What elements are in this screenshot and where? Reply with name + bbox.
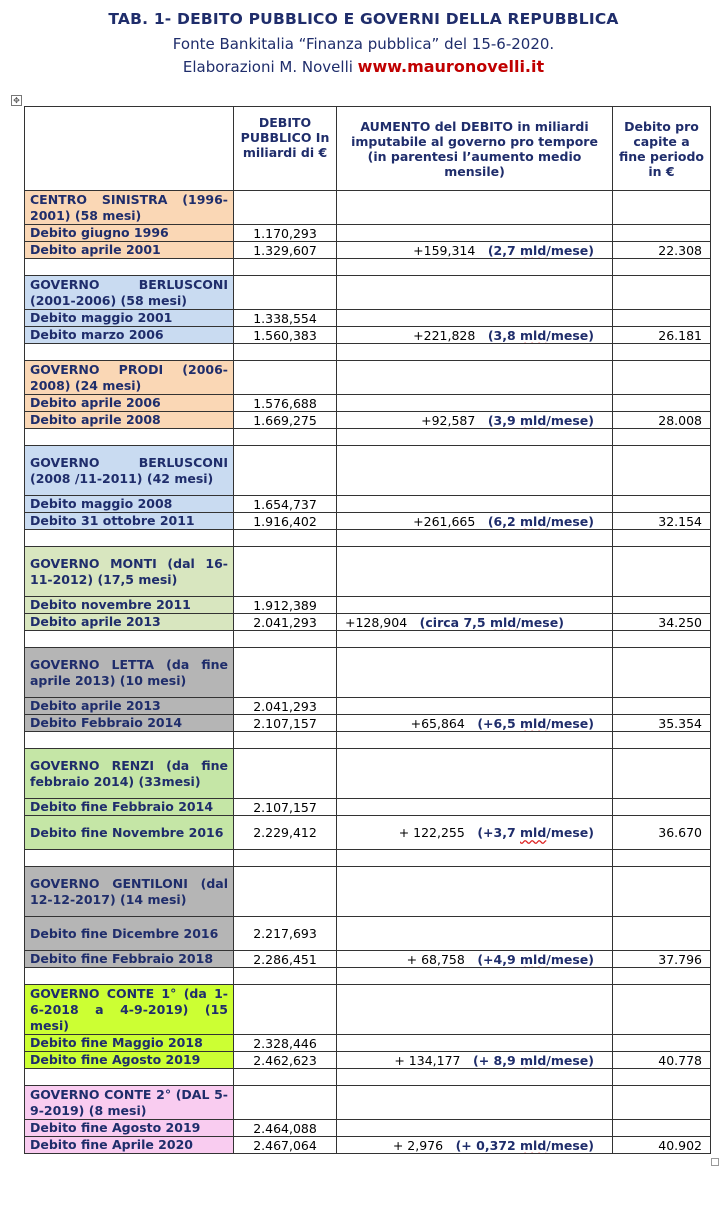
end-debt-value: 1.329,607 bbox=[234, 242, 337, 259]
spacer-row bbox=[25, 968, 711, 985]
spellcheck-mark: mld bbox=[520, 951, 547, 967]
empty-cell bbox=[337, 446, 613, 496]
spellcheck-mark: mld bbox=[520, 327, 547, 343]
monthly-rate: (+4,9 mld/mese) bbox=[477, 951, 594, 967]
header-row bbox=[25, 107, 711, 191]
start-debt-label: Debito giugno 1996 bbox=[25, 225, 234, 242]
empty-cell bbox=[337, 496, 613, 513]
spellcheck-mark: mld bbox=[520, 1052, 547, 1068]
spacer-cell bbox=[234, 968, 337, 985]
empty-cell bbox=[234, 867, 337, 917]
empty-cell bbox=[613, 1120, 711, 1137]
end-debt-label: Debito aprile 2001 bbox=[25, 242, 234, 259]
empty-cell bbox=[234, 648, 337, 698]
per-capita-value: 36.670 bbox=[613, 816, 711, 850]
debt-increase-cell bbox=[337, 1052, 613, 1069]
end-debt-row bbox=[25, 412, 711, 429]
empty-cell bbox=[613, 799, 711, 816]
spacer-cell bbox=[234, 429, 337, 446]
start-debt-label: Debito aprile 2013 bbox=[25, 698, 234, 715]
spacer-row bbox=[25, 429, 711, 446]
empty-cell bbox=[613, 276, 711, 310]
empty-cell bbox=[613, 446, 711, 496]
table-body bbox=[25, 191, 711, 1154]
empty-cell bbox=[337, 597, 613, 614]
spacer-row bbox=[25, 631, 711, 648]
spacer-cell bbox=[613, 732, 711, 749]
government-name: GOVERNO MONTI (dal 16-11-2012) (17,5 mesi) bbox=[25, 547, 234, 597]
spacer-cell bbox=[25, 1069, 234, 1086]
spellcheck-mark: mld bbox=[520, 715, 547, 731]
end-debt-value: 1.916,402 bbox=[234, 513, 337, 530]
spacer-cell bbox=[337, 344, 613, 361]
elaboration-line bbox=[0, 57, 727, 76]
empty-cell bbox=[234, 276, 337, 310]
spacer-row bbox=[25, 259, 711, 276]
end-debt-value: 1.560,383 bbox=[234, 327, 337, 344]
government-row bbox=[25, 446, 711, 496]
spacer-cell bbox=[234, 259, 337, 276]
end-debt-label: Debito 31 ottobre 2011 bbox=[25, 513, 234, 530]
spellcheck-mark: mld bbox=[520, 825, 547, 840]
empty-cell bbox=[337, 395, 613, 412]
per-capita-value: 40.778 bbox=[613, 1052, 711, 1069]
spellcheck-mark: mld bbox=[520, 1137, 547, 1153]
debt-increase-cell bbox=[337, 327, 613, 344]
start-debt-row bbox=[25, 395, 711, 412]
debt-increase-cell bbox=[337, 816, 613, 850]
end-debt-value: 2.467,064 bbox=[234, 1137, 337, 1154]
end-debt-value: 2.286,451 bbox=[234, 951, 337, 968]
start-debt-value: 2.464,088 bbox=[234, 1120, 337, 1137]
spacer-cell bbox=[613, 850, 711, 867]
government-name: GOVERNO RENZI (da fine febbraio 2014) (33mesi) bbox=[25, 749, 234, 799]
spellcheck-mark: mld bbox=[520, 242, 547, 258]
empty-cell bbox=[613, 191, 711, 225]
empty-cell bbox=[337, 917, 613, 951]
source-line: Fonte Bankitalia “Finanza pubblica” del 15-6-2020. bbox=[172, 35, 555, 53]
end-debt-row bbox=[25, 513, 711, 530]
debt-increase-value: +92,587 bbox=[421, 412, 476, 428]
start-debt-value: 2.107,157 bbox=[234, 799, 337, 816]
empty-cell bbox=[613, 749, 711, 799]
empty-cell bbox=[613, 395, 711, 412]
start-debt-value: 1.654,737 bbox=[234, 496, 337, 513]
debt-increase-value: + 122,255 bbox=[398, 825, 465, 840]
header-increase: AUMENTO del DEBITO in miliardi imputabile al governo pro tempore (in parentesi l’aumento medio mensile) bbox=[337, 107, 613, 191]
end-debt-label: Debito marzo 2006 bbox=[25, 327, 234, 344]
spacer-cell bbox=[613, 968, 711, 985]
per-capita-value: 28.008 bbox=[613, 412, 711, 429]
end-debt-value: 2.041,293 bbox=[234, 614, 337, 631]
spacer-cell bbox=[25, 631, 234, 648]
spacer-cell bbox=[337, 530, 613, 547]
start-debt-label: Debito novembre 2011 bbox=[25, 597, 234, 614]
monthly-rate: (+3,7 mld/mese) bbox=[477, 825, 594, 840]
debt-increase-value: +159,314 bbox=[413, 242, 476, 258]
start-debt-value: 1.170,293 bbox=[234, 225, 337, 242]
end-debt-row bbox=[25, 1137, 711, 1154]
end-debt-label: Debito Febbraio 2014 bbox=[25, 715, 234, 732]
spacer-cell bbox=[613, 344, 711, 361]
empty-cell bbox=[613, 496, 711, 513]
debt-increase-cell bbox=[337, 1137, 613, 1154]
monthly-rate: (circa 7,5 mld/mese) bbox=[419, 614, 564, 630]
government-name: GOVERNO CONTE 2° (DAL 5-9-2019) (8 mesi) bbox=[25, 1086, 234, 1120]
empty-cell bbox=[337, 361, 613, 395]
end-debt-row bbox=[25, 951, 711, 968]
start-debt-label: Debito fine Febbraio 2014 bbox=[25, 799, 234, 816]
empty-cell bbox=[613, 597, 711, 614]
spacer-cell bbox=[234, 530, 337, 547]
empty-cell bbox=[337, 547, 613, 597]
government-name: GOVERNO BERLUSCONI (2001-2006) (58 mesi) bbox=[25, 276, 234, 310]
empty-cell bbox=[613, 1035, 711, 1052]
start-debt-value: 2.217,693 bbox=[234, 917, 337, 951]
empty-cell bbox=[337, 799, 613, 816]
empty-cell bbox=[234, 749, 337, 799]
end-debt-value: 1.669,275 bbox=[234, 412, 337, 429]
empty-cell bbox=[613, 648, 711, 698]
empty-cell bbox=[234, 547, 337, 597]
government-name: GOVERNO GENTILONI (dal 12-12-2017) (14 mesi) bbox=[25, 867, 234, 917]
start-debt-row bbox=[25, 1120, 711, 1137]
empty-cell bbox=[337, 648, 613, 698]
spacer-cell bbox=[234, 631, 337, 648]
government-name: GOVERNO BERLUSCONI (2008 /11-2011) (42 mesi) bbox=[25, 446, 234, 496]
start-debt-row bbox=[25, 496, 711, 513]
debt-increase-value: + 68,758 bbox=[406, 951, 465, 967]
government-name: CENTRO SINISTRA (1996-2001) (58 mesi) bbox=[25, 191, 234, 225]
spellcheck-mark: mld bbox=[520, 412, 547, 428]
empty-cell bbox=[234, 446, 337, 496]
government-name: GOVERNO LETTA (da fine aprile 2013) (10 mesi) bbox=[25, 648, 234, 698]
government-row bbox=[25, 1086, 711, 1120]
end-debt-label: Debito fine Agosto 2019 bbox=[25, 1052, 234, 1069]
spacer-row bbox=[25, 1069, 711, 1086]
empty-cell bbox=[613, 985, 711, 1035]
empty-cell bbox=[613, 867, 711, 917]
government-row bbox=[25, 276, 711, 310]
start-debt-value: 1.338,554 bbox=[234, 310, 337, 327]
spacer-cell bbox=[337, 732, 613, 749]
start-debt-row bbox=[25, 698, 711, 715]
empty-cell bbox=[337, 698, 613, 715]
empty-cell bbox=[337, 867, 613, 917]
end-debt-row bbox=[25, 1052, 711, 1069]
spacer-cell bbox=[25, 732, 234, 749]
end-debt-value: 2.107,157 bbox=[234, 715, 337, 732]
spacer-cell bbox=[25, 530, 234, 547]
per-capita-value: 34.250 bbox=[613, 614, 711, 631]
debt-increase-value: + 134,177 bbox=[394, 1052, 461, 1068]
monthly-rate: (+ 8,9 mld/mese) bbox=[472, 1052, 594, 1068]
start-debt-row bbox=[25, 799, 711, 816]
website-link[interactable]: www.mauronovelli.it bbox=[357, 57, 545, 76]
empty-cell bbox=[234, 985, 337, 1035]
per-capita-value: 32.154 bbox=[613, 513, 711, 530]
debt-table bbox=[24, 106, 711, 1154]
spacer-cell bbox=[613, 429, 711, 446]
page-title: TAB. 1- DEBITO PUBBLICO E GOVERNI DELLA REPUBBLICA bbox=[108, 10, 619, 28]
spacer-cell bbox=[613, 259, 711, 276]
per-capita-value: 26.181 bbox=[613, 327, 711, 344]
spacer-cell bbox=[234, 732, 337, 749]
government-row bbox=[25, 547, 711, 597]
start-debt-label: Debito fine Agosto 2019 bbox=[25, 1120, 234, 1137]
government-row bbox=[25, 648, 711, 698]
start-debt-value: 1.576,688 bbox=[234, 395, 337, 412]
spacer-row bbox=[25, 530, 711, 547]
start-debt-label: Debito aprile 2006 bbox=[25, 395, 234, 412]
per-capita-value: 22.308 bbox=[613, 242, 711, 259]
spacer-cell bbox=[337, 1069, 613, 1086]
government-row bbox=[25, 361, 711, 395]
header-empty-cell bbox=[25, 107, 234, 191]
author-text: Elaborazioni M. Novelli bbox=[182, 58, 358, 76]
empty-cell bbox=[234, 191, 337, 225]
spacer-row bbox=[25, 732, 711, 749]
empty-cell bbox=[337, 225, 613, 242]
spacer-row bbox=[25, 344, 711, 361]
debt-increase-value: +221,828 bbox=[413, 327, 476, 343]
empty-cell bbox=[337, 310, 613, 327]
spacer-cell bbox=[337, 850, 613, 867]
monthly-rate: (+6,5 mld/mese) bbox=[477, 715, 594, 731]
table-resize-handle[interactable] bbox=[711, 1158, 719, 1166]
empty-cell bbox=[337, 985, 613, 1035]
end-debt-row bbox=[25, 715, 711, 732]
empty-cell bbox=[613, 547, 711, 597]
spacer-cell bbox=[234, 344, 337, 361]
spacer-cell bbox=[337, 429, 613, 446]
header-per-capita: Debito pro capite a fine periodo in € bbox=[613, 107, 711, 191]
start-debt-value: 2.041,293 bbox=[234, 698, 337, 715]
government-row bbox=[25, 985, 711, 1035]
empty-cell bbox=[337, 191, 613, 225]
empty-cell bbox=[613, 225, 711, 242]
empty-cell bbox=[234, 361, 337, 395]
end-debt-label: Debito aprile 2013 bbox=[25, 614, 234, 631]
start-debt-row bbox=[25, 225, 711, 242]
end-debt-row bbox=[25, 614, 711, 631]
monthly-rate: (6,2 mld/mese) bbox=[487, 513, 594, 529]
monthly-rate: (3,8 mld/mese) bbox=[487, 327, 594, 343]
empty-cell bbox=[337, 276, 613, 310]
spacer-row bbox=[25, 850, 711, 867]
debt-increase-cell bbox=[337, 951, 613, 968]
spacer-cell bbox=[25, 968, 234, 985]
spacer-cell bbox=[25, 850, 234, 867]
start-debt-row bbox=[25, 597, 711, 614]
end-debt-label: Debito fine Novembre 2016 bbox=[25, 816, 234, 850]
end-debt-label: Debito fine Aprile 2020 bbox=[25, 1137, 234, 1154]
end-debt-label: Debito aprile 2008 bbox=[25, 412, 234, 429]
spacer-cell bbox=[25, 429, 234, 446]
spacer-cell bbox=[613, 1069, 711, 1086]
start-debt-row bbox=[25, 917, 711, 951]
empty-cell bbox=[613, 1086, 711, 1120]
debt-increase-value: +261,665 bbox=[413, 513, 476, 529]
spellcheck-mark: mld bbox=[520, 513, 547, 529]
government-name: GOVERNO PRODI (2006-2008) (24 mesi) bbox=[25, 361, 234, 395]
per-capita-value: 40.902 bbox=[613, 1137, 711, 1154]
per-capita-value: 37.796 bbox=[613, 951, 711, 968]
empty-cell bbox=[613, 310, 711, 327]
spacer-cell bbox=[234, 850, 337, 867]
header-debt: DEBITO PUBBLICO In miliardi di € bbox=[234, 107, 337, 191]
per-capita-value: 35.354 bbox=[613, 715, 711, 732]
spacer-cell bbox=[337, 259, 613, 276]
end-debt-row bbox=[25, 242, 711, 259]
debt-increase-cell bbox=[337, 715, 613, 732]
start-debt-row bbox=[25, 310, 711, 327]
start-debt-label: Debito maggio 2008 bbox=[25, 496, 234, 513]
table-move-handle-icon[interactable]: ✥ bbox=[11, 95, 22, 106]
empty-cell bbox=[613, 361, 711, 395]
debt-increase-cell bbox=[337, 242, 613, 259]
debt-increase-value: +128,904 bbox=[345, 614, 408, 630]
government-row bbox=[25, 749, 711, 799]
spacer-cell bbox=[25, 259, 234, 276]
monthly-rate: (2,7 mld/mese) bbox=[487, 242, 594, 258]
empty-cell bbox=[337, 1120, 613, 1137]
spacer-cell bbox=[25, 344, 234, 361]
end-debt-row bbox=[25, 816, 711, 850]
spacer-cell bbox=[337, 968, 613, 985]
monthly-rate: (+ 0,372 mld/mese) bbox=[455, 1137, 594, 1153]
empty-cell bbox=[337, 1035, 613, 1052]
start-debt-value: 1.912,389 bbox=[234, 597, 337, 614]
debt-increase-value: + 2,976 bbox=[392, 1137, 444, 1153]
monthly-rate: (3,9 mld/mese) bbox=[487, 412, 594, 428]
start-debt-value: 2.328,446 bbox=[234, 1035, 337, 1052]
spacer-cell bbox=[337, 631, 613, 648]
empty-cell bbox=[613, 698, 711, 715]
debt-increase-cell bbox=[337, 412, 613, 429]
government-row bbox=[25, 191, 711, 225]
debt-increase-cell bbox=[337, 513, 613, 530]
spacer-cell bbox=[613, 530, 711, 547]
spellcheck-mark: mld bbox=[489, 614, 517, 630]
empty-cell bbox=[613, 917, 711, 951]
empty-cell bbox=[337, 749, 613, 799]
spacer-cell bbox=[613, 631, 711, 648]
start-debt-row bbox=[25, 1035, 711, 1052]
spacer-cell bbox=[234, 1069, 337, 1086]
end-debt-label: Debito fine Febbraio 2018 bbox=[25, 951, 234, 968]
start-debt-label: Debito maggio 2001 bbox=[25, 310, 234, 327]
start-debt-label: Debito fine Dicembre 2016 bbox=[25, 917, 234, 951]
start-debt-label: Debito fine Maggio 2018 bbox=[25, 1035, 234, 1052]
end-debt-row bbox=[25, 327, 711, 344]
end-debt-value: 2.462,623 bbox=[234, 1052, 337, 1069]
end-debt-value: 2.229,412 bbox=[234, 816, 337, 850]
government-name: GOVERNO CONTE 1° (da 1-6-2018 a 4-9-2019) (15 mesi) bbox=[25, 985, 234, 1035]
debt-increase-value: +65,864 bbox=[410, 715, 465, 731]
empty-cell bbox=[337, 1086, 613, 1120]
empty-cell bbox=[234, 1086, 337, 1120]
debt-increase-cell bbox=[337, 614, 613, 631]
government-row bbox=[25, 867, 711, 917]
